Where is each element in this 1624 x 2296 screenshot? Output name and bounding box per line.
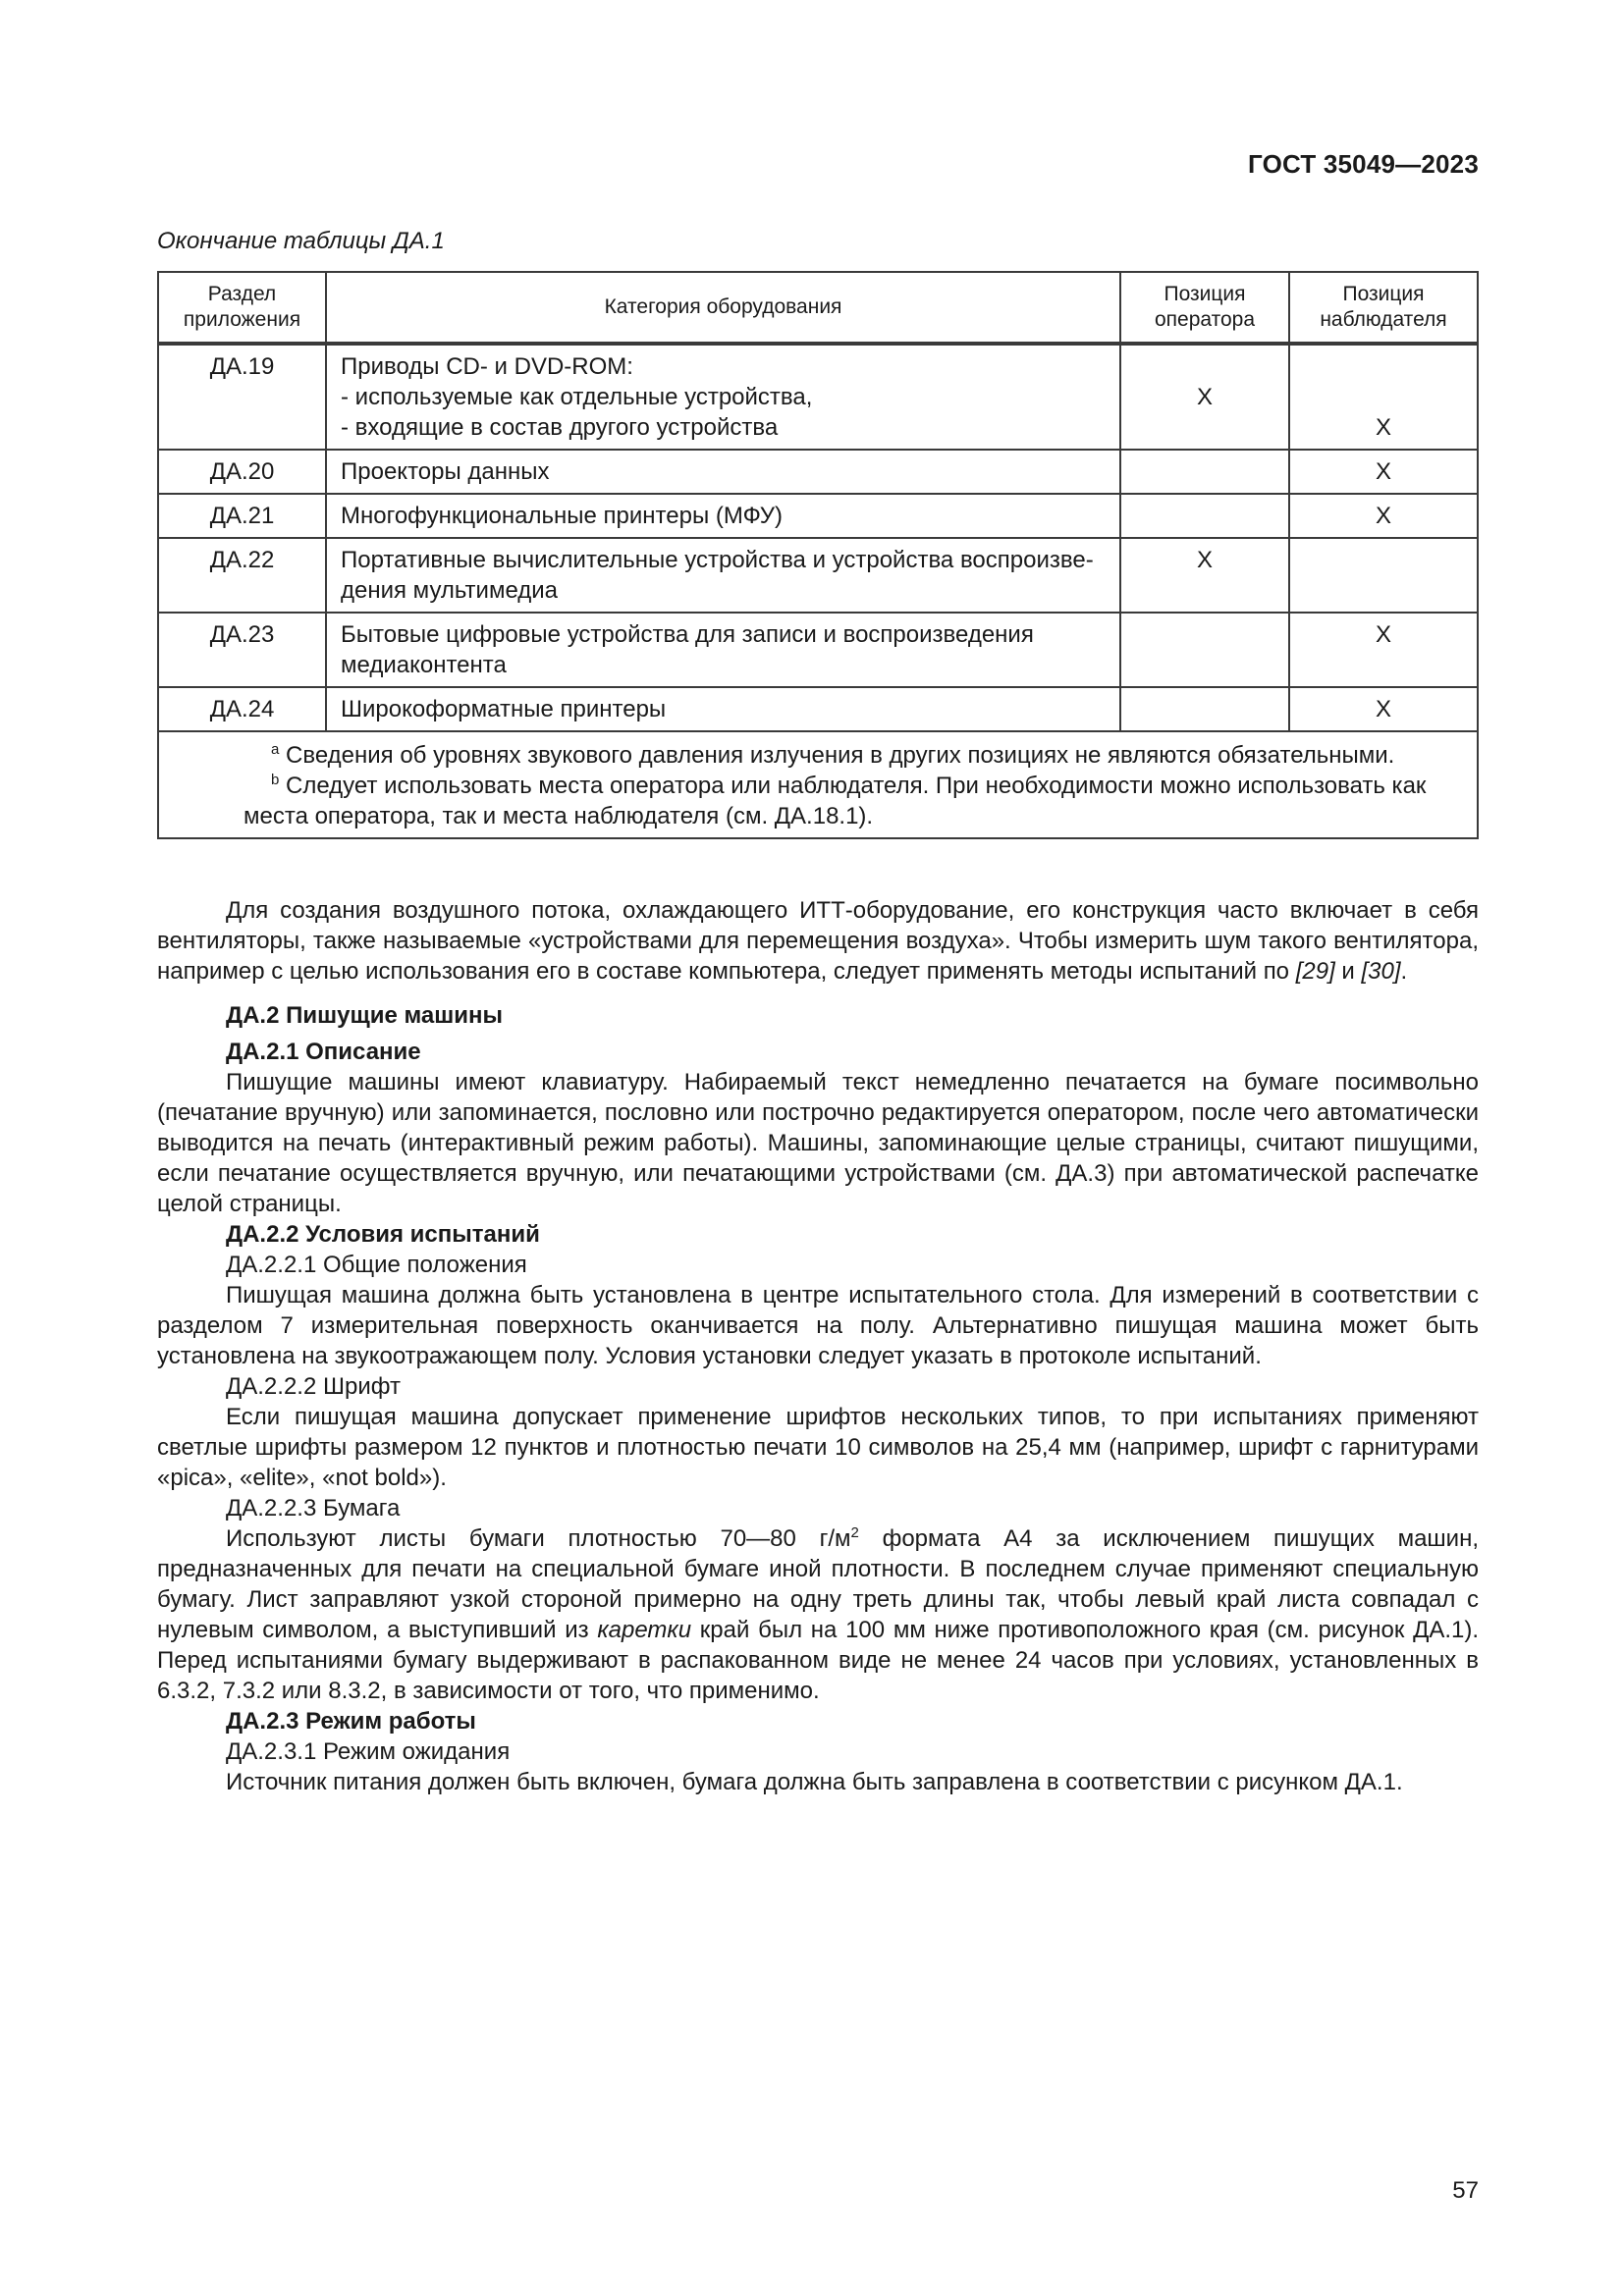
footnote-a-mark: a	[271, 741, 280, 758]
table-row	[158, 344, 1478, 450]
heading-da2: ДА.2 Пишущие машины	[226, 1002, 504, 1029]
paper-text-b: формата А4 за исключением пишущих машин, предназначенных для печати на специальной бумаге иной плотности. В последнем случае применяют специальную бумагу. Лист заправляют узкой стороной примерно на одну треть длины так, чтобы левый край листа совпадал с нулевым символом, а выступивший из	[157, 1525, 1480, 1643]
table-notes	[158, 731, 1478, 838]
observer-mark: X	[1375, 414, 1391, 441]
row-observer: X	[1289, 450, 1478, 494]
row-section: ДА.19	[158, 344, 326, 450]
row-section: ДА.23	[158, 613, 326, 687]
table-row	[158, 538, 1478, 613]
row-observer	[1289, 344, 1478, 450]
row-section: ДА.24	[158, 687, 326, 731]
intro-text: Для создания воздушного потока, охлаждающего ИТТ-оборудование, его конструкция часто включает в себя вентиляторы, также называемые «устройствами для перемещения воздуха». Чтобы измерить шум такого вентилятора, например с целью использования его в составе компьютера, следует применять методы испытаний по	[157, 897, 1479, 985]
paragraph-da21: Пишущие машины имеют клавиатуру. Набираемый текст немедленно печатается на бумаге посимвольно (печатание вручную) или запоминается, пословно или построчно редактируется оператором, после чего автоматически выводится на печать (интерактивный режим работы). Машины, запоминающие целые страницы, считают пишущими, если печатание осуществляется вручную, или печатающими устройствами (см. ДА.3) при автоматической распечатке целой страницы.	[157, 1069, 1479, 1217]
category-line: - входящие в состав другого устройства	[341, 414, 779, 441]
heading-da23: ДА.2.3 Режим работы	[226, 1708, 476, 1735]
table-row	[158, 450, 1478, 494]
document-page	[157, 0, 1479, 2296]
equipment-table	[157, 271, 1479, 839]
category-line: медиаконтента	[341, 652, 507, 678]
category-line: дения мультимедиа	[341, 577, 559, 604]
row-operator: X	[1120, 538, 1289, 613]
row-section: ДА.22	[158, 538, 326, 613]
category-line: Приводы CD- и DVD-ROM:	[341, 353, 633, 380]
body-text	[157, 895, 1479, 1797]
row-category	[326, 613, 1120, 687]
header-observer: Позиция наблюдателя	[1289, 272, 1478, 344]
footnote-b-text: Следует использовать места оператора или наблюдателя. При необходимости можно использовать как места оператора, так и места наблюдателя (см. ДА.18.1).	[244, 773, 1427, 829]
table-row	[158, 494, 1478, 538]
table-header-row	[158, 272, 1478, 344]
footnote-a-text: Сведения об уровнях звукового давления излучения в других позициях не являются обязательными.	[279, 742, 1395, 769]
table-notes-row	[158, 731, 1478, 838]
row-operator	[1120, 613, 1289, 687]
row-operator	[1120, 450, 1289, 494]
row-category: Многофункциональные принтеры (МФУ)	[326, 494, 1120, 538]
paragraph-da221: Пишущая машина должна быть установлена в центре испытательного стола. Для измерений в соответствии с разделом 7 измерительная поверхность оканчивается на полу. Альтернативно пишущая машина может быть установлена на звукоотражающем полу. Условия установки следует указать в протоколе испытаний.	[157, 1282, 1479, 1369]
paragraph-da231: Источник питания должен быть включен, бумага должна быть заправлена в соответствии с рисунком ДА.1.	[226, 1769, 1403, 1795]
paper-text-c: край был на 100 мм ниже противоположного края (см. рисунок ДА.1). Перед испытаниями бумагу выдерживают в распакованном виде не менее 24 часов при условиях, установленных в 6.3.2, 7.3.2 или 8.3.2, в зависимости от того, что применимо.	[157, 1617, 1480, 1704]
footnote-b-mark: b	[271, 772, 280, 788]
row-category	[326, 344, 1120, 450]
intro-end: .	[1400, 958, 1408, 985]
reference-29: [29]	[1295, 958, 1335, 985]
heading-da222: ДА.2.2.2 Шрифт	[226, 1373, 401, 1400]
header-section: Раздел приложения	[158, 272, 326, 344]
header-operator: Позиция оператора	[1120, 272, 1289, 344]
heading-da223: ДА.2.2.3 Бумага	[226, 1495, 401, 1522]
category-line: Портативные вычислительные устройства и устройства воспроизве-	[341, 547, 1094, 573]
row-category: Проекторы данных	[326, 450, 1120, 494]
footnote-b	[175, 771, 1459, 831]
heading-da21: ДА.2.1 Описание	[226, 1039, 421, 1065]
category-line: - используемые как отдельные устройства,	[341, 384, 813, 410]
row-observer: X	[1289, 613, 1478, 687]
paragraph-da223	[157, 1523, 1479, 1706]
category-line: Бытовые цифровые устройства для записи и воспроизведения	[341, 621, 1034, 648]
paper-superscript: 2	[850, 1524, 859, 1541]
table-row	[158, 687, 1478, 731]
header-category: Категория оборудования	[326, 272, 1120, 344]
paper-text-a: Используют листы бумаги плотностью 70—80 г/м	[226, 1525, 851, 1552]
row-observer: X	[1289, 687, 1478, 731]
row-section: ДА.21	[158, 494, 326, 538]
row-category: Широкоформатные принтеры	[326, 687, 1120, 731]
paper-emphasis: каретки	[597, 1617, 692, 1643]
footnote-a	[175, 740, 1459, 771]
row-operator	[1120, 344, 1289, 450]
row-operator	[1120, 687, 1289, 731]
paragraph-intro	[157, 895, 1479, 987]
operator-mark: X	[1196, 384, 1213, 410]
heading-da231: ДА.2.3.1 Режим ожидания	[226, 1738, 511, 1765]
reference-30: [30]	[1361, 958, 1401, 985]
row-category	[326, 538, 1120, 613]
intro-and: и	[1334, 958, 1362, 985]
row-operator	[1120, 494, 1289, 538]
row-section: ДА.20	[158, 450, 326, 494]
heading-da22: ДА.2.2 Условия испытаний	[226, 1221, 540, 1248]
heading-da221: ДА.2.2.1 Общие положения	[226, 1252, 527, 1278]
row-observer: X	[1289, 494, 1478, 538]
document-code: ГОСТ 35049—2023	[1248, 149, 1479, 179]
table-caption: Окончание таблицы ДА.1	[157, 228, 445, 254]
page-number: 57	[1452, 2177, 1479, 2204]
paragraph-da222: Если пишущая машина допускает применение шрифтов нескольких типов, то при испытаниях применяют светлые шрифты размером 12 пунктов и плотностью печати 10 символов на 25,4 мм (например, шрифт с гарнитурами «pica», «elite», «not bold»).	[157, 1404, 1479, 1491]
row-observer	[1289, 538, 1478, 613]
table-row	[158, 613, 1478, 687]
